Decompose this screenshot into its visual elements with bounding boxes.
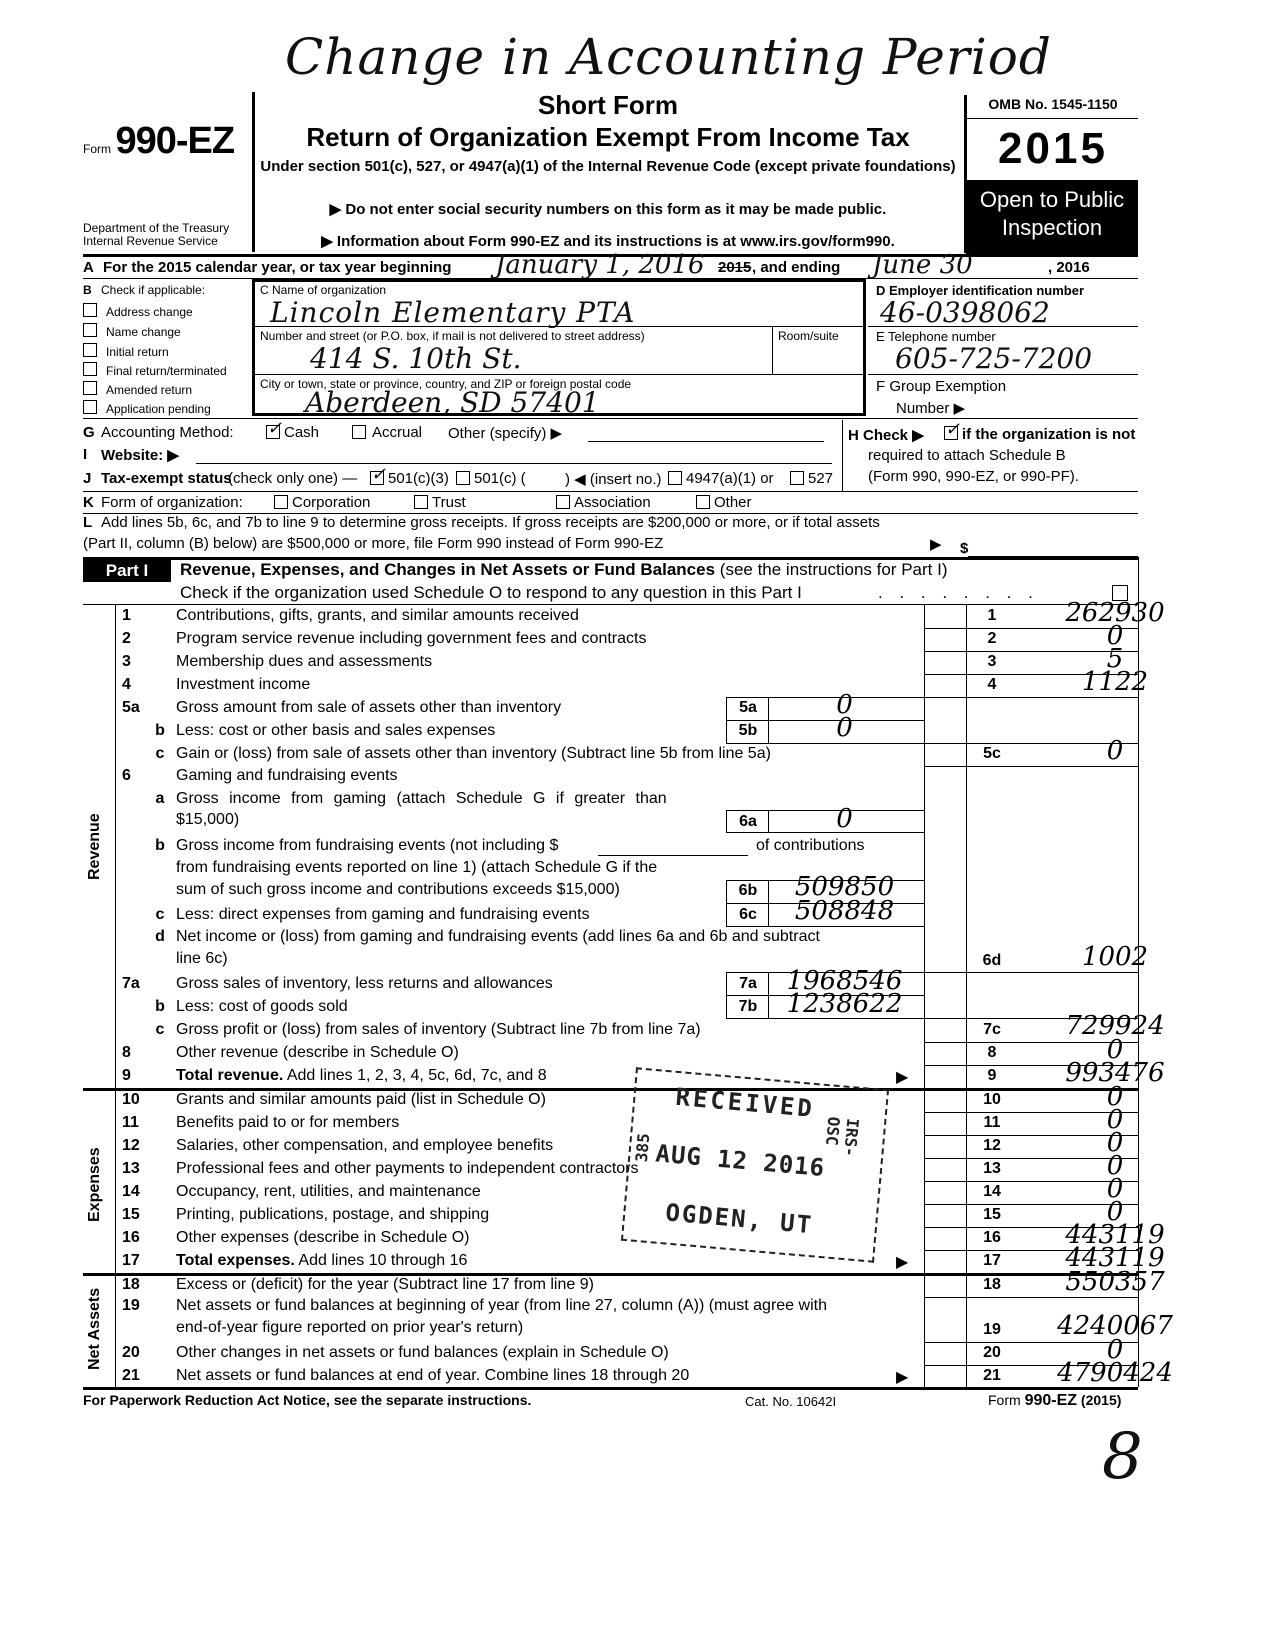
check-mark-icon: ✓ (371, 464, 387, 485)
line-7c-box: 7c (983, 1021, 1001, 1038)
line-6c-desc: Less: direct expenses from gaming and fundraising events (176, 906, 590, 923)
line-14-value[interactable]: 0 (1106, 1174, 1124, 1204)
handwritten-title: Change in Accounting Period (285, 28, 1052, 86)
line-6d-box: 6d (982, 952, 1002, 969)
city-field[interactable]: Aberdeen, SD 57401 (305, 386, 600, 419)
part1-title-tail: (see the instructions for Part I) (719, 560, 948, 579)
catalog-number: Cat. No. 10642I (745, 1394, 837, 1409)
line-6a-desc2: $15,000) (176, 811, 240, 828)
line-17-box: 17 (983, 1252, 1001, 1269)
schedule-o-text: Check if the organization used Schedule O to respond to any question in this Part I (180, 583, 802, 602)
form-number: 990-EZ (115, 120, 235, 162)
line-13-desc: Professional fees and other payments to independent contractors (176, 1160, 639, 1177)
check-mark-icon: ✓ (945, 419, 961, 440)
line-7c-desc: Gross profit or (loss) from sales of inventory (Subtract line 7b from line 7a) (176, 1021, 701, 1038)
line-6b-desc2: from fundraising events reported on line 1) (attach Schedule G if the (176, 859, 658, 876)
line-l-letter: L (83, 514, 93, 531)
section-b-letter: B (83, 283, 92, 297)
line-21-arrow-icon: ▶ (896, 1369, 909, 1386)
line-19-box: 19 (983, 1321, 1001, 1338)
line-6b-desc: Gross income from fundraising events (not including $ (176, 837, 559, 854)
corporation-label: Corporation (292, 494, 371, 511)
fundraising-contrib-field[interactable] (598, 855, 748, 856)
netassets-side-divider (115, 1275, 116, 1387)
line-7a-box: 7a (739, 975, 757, 992)
line-1-value[interactable]: 262930 (1065, 598, 1165, 628)
line-7a-desc: Gross sales of inventory, less returns and allowances (176, 975, 553, 992)
street-label: Number and street (or P.O. box, if mail is not delivered to street address) (260, 329, 645, 343)
line-5b-number: b (155, 722, 165, 739)
line-20-desc: Other changes in net assets or fund balances (explain in Schedule O) (176, 1344, 669, 1361)
line-7a-value[interactable]: 1968546 (786, 966, 903, 996)
other-org-checkbox[interactable] (696, 495, 710, 509)
line-l-text2: (Part II, column (B) below) are $500,000 or more, file Form 990 instead of Form 990-EZ (83, 535, 664, 552)
ssn-notice: ▶ Do not enter social security numbers on this form as it may be made public. (329, 201, 887, 218)
schedule-b-checkbox[interactable] (944, 419, 961, 440)
inner-6a-top (726, 810, 924, 811)
other-method-field[interactable] (588, 441, 824, 442)
line-21-box: 21 (983, 1367, 1001, 1384)
amended-return-label: Amended return (106, 383, 193, 397)
line-17-arrow-icon: ▶ (896, 1254, 909, 1271)
footer-form-label: Form (988, 1392, 1021, 1408)
line-h-text3: required to attach Schedule B (868, 447, 1066, 464)
line-5a-number: 5a (122, 699, 140, 716)
room-divider (772, 326, 773, 374)
line-7b-box: 7b (738, 998, 758, 1015)
name-change-label: Name change (106, 325, 181, 339)
line-14-number: 14 (122, 1183, 140, 1200)
omb-rule (966, 118, 1138, 119)
inner-6b-top (726, 880, 924, 881)
line-17-desc: Total expenses. (176, 1252, 295, 1269)
line-3-number: 3 (122, 653, 131, 670)
line-13-number: 13 (122, 1160, 140, 1177)
accrual-label: Accrual (372, 424, 423, 441)
short-form-label: Short Form (537, 90, 679, 120)
line-1-box: 1 (987, 607, 997, 624)
net-assets-side-label: Net Assets (86, 1287, 103, 1370)
line-7b-number: b (155, 998, 165, 1015)
line-20-number: 20 (122, 1344, 140, 1361)
tax-exempt-label: Tax-exempt status (101, 470, 232, 487)
final-return-checkbox[interactable] (83, 362, 97, 376)
stamp-location: OGDEN, UT (664, 1198, 815, 1240)
line-9-box: 9 (987, 1067, 997, 1084)
line-9-value[interactable]: 993476 (1065, 1058, 1165, 1088)
501c-checkbox[interactable] (456, 471, 470, 485)
open-public-line1: Open to Public (979, 187, 1125, 212)
line-l-text1: Add lines 5b, 6c, and 7b to line 9 to determine gross receipts. If gross receipts are $200,000 or more, or if total assets (101, 514, 880, 531)
irs-label: Internal Revenue Service (83, 234, 218, 248)
line-12-box: 12 (983, 1137, 1001, 1154)
tax-exempt-hint: (check only one) — (228, 470, 358, 487)
line-19-desc: Net assets or fund balances at beginning of year (from line 27, column (A)) (must agree with (176, 1297, 827, 1314)
ein-rule (868, 326, 1138, 327)
line-19-value[interactable]: 4240067 (1057, 1311, 1173, 1341)
line-9-arrow-icon: ▶ (896, 1069, 909, 1086)
association-checkbox[interactable] (556, 495, 570, 509)
footer-form-id (988, 1392, 1121, 1410)
address-change-label: Address change (106, 305, 193, 319)
line-6c-value[interactable]: 508848 (794, 896, 895, 926)
501c3-checkbox[interactable] (370, 464, 387, 485)
form-prefix: Form (83, 142, 111, 156)
ein-field[interactable]: 46-0398062 (880, 296, 1050, 329)
inner-5-top (726, 697, 924, 698)
line-19-desc2: end-of-year figure reported on prior year's return) (176, 1319, 524, 1336)
line-18-desc: Excess or (deficit) for the year (Subtract line 17 from line 9) (176, 1276, 594, 1293)
phone-label: E Telephone number (876, 329, 996, 344)
insert-no-label: ) ◀ (insert no.) (565, 471, 662, 488)
cash-checkbox[interactable] (266, 418, 283, 439)
line-6c-box: 6c (739, 906, 757, 923)
line-16-desc: Other expenses (describe in Schedule O) (176, 1229, 470, 1246)
tax-year-begin-field[interactable]: January 1, 2016 (495, 250, 705, 280)
line-j-letter: J (83, 470, 92, 487)
line-17-number: 17 (122, 1252, 140, 1269)
line-13-box: 13 (983, 1160, 1001, 1177)
line-11-number: 11 (122, 1114, 139, 1131)
line-4-value[interactable]: 1122 (1081, 667, 1149, 697)
line-8-number: 8 (122, 1044, 131, 1061)
trust-checkbox[interactable] (414, 495, 428, 509)
section-bcd-rule (83, 418, 1138, 419)
expenses-side-label: Expenses (86, 1147, 103, 1222)
line-16-number: 16 (122, 1229, 140, 1246)
tax-year-end-year: , 2016 (1048, 259, 1090, 276)
paperwork-notice: For Paperwork Reduction Act Notice, see the separate instructions. (83, 1392, 532, 1408)
line-6d-desc2: line 6c) (176, 950, 228, 967)
line-2-desc: Program service revenue including government fees and contracts (176, 630, 647, 647)
street-field[interactable]: 414 S. 10th St. (310, 342, 522, 375)
line-17-desc-tail: Add lines 10 through 16 (298, 1252, 468, 1269)
line-10-value[interactable]: 0 (1106, 1082, 1124, 1112)
expenses-side-divider (115, 1090, 116, 1275)
line-5b-desc: Less: cost or other basis and sales expenses (176, 722, 496, 739)
line-8-box: 8 (987, 1044, 997, 1061)
stamp-side-right: IRS-OSC (822, 1115, 863, 1158)
line-6c-rule (726, 926, 924, 927)
stamp-date: AUG 12 2016 (654, 1139, 827, 1183)
line-11-box: 11 (983, 1114, 1001, 1131)
dept-treasury: Department of the Treasury (83, 221, 230, 235)
line-10-number: 10 (122, 1091, 140, 1108)
amended-return-checkbox[interactable] (83, 381, 97, 395)
other-org-label: Other (714, 494, 752, 511)
accrual-checkbox[interactable] (352, 425, 366, 439)
line-2-value[interactable]: 0 (1106, 621, 1124, 651)
line-6a-desc: Gross income from gaming (attach Schedule G if greater than (176, 790, 667, 807)
application-pending-label: Application pending (106, 402, 211, 416)
group-exemption-label: F Group Exemption (876, 378, 1007, 395)
part1-title-block (180, 560, 947, 580)
line-10-desc: Grants and similar amounts paid (list in Schedule O) (176, 1091, 546, 1108)
application-pending-checkbox[interactable] (83, 400, 97, 414)
line-3-box: 3 (987, 653, 997, 670)
name-change-checkbox[interactable] (83, 323, 97, 337)
section-b-label: Check if applicable: (101, 283, 206, 297)
form-subtitle: Under section 501(c), 527, or 4947(a)(1) of the Internal Revenue Code (except private foundations) (260, 158, 956, 175)
line-h-text2: if the organization is not (962, 426, 1136, 443)
line-15-number: 15 (122, 1206, 140, 1223)
page-mark: 8 (1102, 1420, 1143, 1494)
form-title: Return of Organization Exempt From Income Tax (306, 122, 910, 152)
room-label: Room/suite (778, 329, 839, 343)
line-5a-value[interactable]: 0 (836, 690, 853, 720)
initial-return-checkbox[interactable] (83, 343, 97, 357)
line-h-check-label: H Check ▶ (848, 427, 924, 444)
line-15-box: 15 (983, 1206, 1001, 1223)
line-11-value[interactable]: 0 (1106, 1105, 1124, 1135)
line-20-value[interactable]: 0 (1106, 1335, 1124, 1365)
line-9-desc-tail: Add lines 1, 2, 3, 4, 5c, 6d, 7c, and 8 (286, 1067, 547, 1084)
street-rule (252, 374, 864, 375)
line-18-number: 18 (122, 1276, 140, 1293)
part1-title: Revenue, Expenses, and Changes in Net Assets or Fund Balances (180, 560, 716, 579)
initial-return-label: Initial return (106, 345, 169, 359)
line-16-value[interactable]: 443119 (1065, 1220, 1165, 1250)
tax-year: 2015 (998, 124, 1108, 173)
line-6b-desc3: sum of such gross income and contributions exceeds $15,000) (176, 881, 620, 898)
revenue-side-label: Revenue (86, 813, 103, 880)
line-5a-box: 5a (739, 699, 757, 716)
line-4-desc: Investment income (176, 676, 311, 693)
line-6b-box: 6b (738, 882, 758, 899)
phone-rule (868, 374, 1138, 375)
line-15-value[interactable]: 0 (1106, 1197, 1124, 1227)
org-name-label: C Name of organization (260, 283, 387, 297)
line-h-text4: (Form 990, 990-EZ, or 990-PF). (868, 468, 1079, 485)
line-6-number: 6 (122, 767, 131, 784)
line-g-letter: G (83, 424, 95, 441)
line-4-box: 4 (987, 676, 997, 693)
line-14-box: 14 (983, 1183, 1001, 1200)
part1-tag: Part I (83, 560, 171, 582)
part1-header-rule (83, 604, 1138, 605)
footer-form-year: (2015) (1080, 1392, 1122, 1408)
line-6c-number: c (155, 906, 165, 923)
line-4-rule (924, 697, 1138, 698)
website-field[interactable] (196, 463, 832, 464)
line-a-letter: A (83, 259, 94, 276)
line-3-value[interactable]: 5 (1106, 644, 1124, 674)
line-9-number: 9 (122, 1067, 131, 1084)
line-l-dollar: $ (960, 540, 969, 557)
line-6a-number: a (155, 790, 165, 807)
stamp-received: RECEIVED (674, 1082, 816, 1123)
line-5c-number: c (155, 745, 165, 762)
line-10-box: 10 (983, 1091, 1001, 1108)
line-j-rule (83, 491, 1138, 492)
line-19-number: 19 (122, 1297, 140, 1314)
line-12-number: 12 (122, 1137, 140, 1154)
line-6d-desc: Net income or (loss) from gaming and fundraising events (add lines 6a and 6b and subtract (176, 928, 820, 945)
line-5a-desc: Gross amount from sale of assets other than inventory (176, 699, 562, 716)
line-21-value[interactable]: 4790424 (1057, 1358, 1173, 1388)
line-3-desc: Membership dues and assessments (176, 653, 433, 670)
line-8-desc: Other revenue (describe in Schedule O) (176, 1044, 459, 1061)
inner-box-right-5 (924, 697, 925, 743)
org-name-field[interactable]: Lincoln Elementary PTA (270, 296, 636, 329)
line-17-value[interactable]: 443119 (1065, 1243, 1165, 1273)
agency-block (83, 222, 229, 248)
line-5b-box: 5b (738, 722, 758, 739)
line-4-number: 4 (122, 676, 131, 693)
line-1-number: 1 (122, 607, 131, 624)
line-7a-number: 7a (122, 975, 140, 992)
501c3-label: 501(c)(3) (388, 470, 449, 487)
form-of-org-label: Form of organization: (101, 494, 243, 511)
address-change-checkbox[interactable] (83, 303, 97, 317)
line-21-desc: Net assets or fund balances at end of year. Combine lines 18 through 20 (176, 1367, 690, 1384)
line-21-number: 21 (122, 1367, 140, 1384)
struck-year: 2015 (718, 259, 752, 276)
group-number-label: Number ▶ (896, 400, 966, 417)
line-14-desc: Occupancy, rent, utilities, and maintenance (176, 1183, 481, 1200)
line-g-label: Accounting Method: (101, 424, 234, 441)
line-18-value[interactable]: 550357 (1065, 1267, 1165, 1297)
check-mark-icon: ✓ (267, 418, 283, 439)
footer-form-number: 990-EZ (1024, 1392, 1078, 1409)
line-a-label: For the 2015 calendar year, or tax year beginning (103, 259, 452, 276)
line-5c-rule (924, 766, 1138, 767)
schedule-o-leader: . . . . . . . . (878, 583, 1039, 602)
received-stamp (621, 1067, 889, 1262)
line-9-desc-block (176, 1067, 547, 1085)
line-5c-value[interactable]: 0 (1106, 736, 1124, 766)
tax-year-end-field[interactable]: June 30 (872, 250, 973, 280)
line-7c-value[interactable]: 729924 (1065, 1011, 1165, 1041)
part1-bottom-rule (83, 1387, 1138, 1390)
other-method-label: Other (specify) ▶ (448, 425, 563, 442)
revenue-side-divider (115, 604, 116, 1090)
line-6b-number: b (155, 837, 165, 854)
open-public-line2: Inspection (1001, 215, 1103, 240)
line-5c-desc: Gain or (loss) from sale of assets other than inventory (Subtract line 5b from line 5a) (176, 745, 771, 762)
omb-number: OMB No. 1545-1150 (988, 96, 1118, 112)
line-13-value[interactable]: 0 (1106, 1151, 1124, 1181)
line-h-divider (842, 420, 843, 492)
ein-label: D Employer identification number (876, 283, 1085, 298)
line-l-arrow: ▶ (930, 536, 942, 553)
4947-label: 4947(a)(1) or (686, 470, 774, 487)
line-6b-desc-tail: of contributions (756, 837, 865, 854)
line-6d-rule (924, 972, 1138, 973)
line-15-desc: Printing, publications, postage, and shipping (176, 1206, 490, 1223)
form-id-block (83, 120, 234, 163)
line-18-box: 18 (983, 1276, 1001, 1293)
line-16-box: 16 (983, 1229, 1001, 1246)
line-7b-value[interactable]: 1238622 (786, 989, 903, 1019)
line-7c-number: c (155, 1021, 165, 1038)
website-label: Website: ▶ (101, 447, 179, 464)
527-label: 527 (808, 470, 834, 487)
line-i-letter: I (83, 446, 88, 463)
line-8-value[interactable]: 0 (1106, 1035, 1124, 1065)
line-6a-rule (726, 832, 924, 833)
line-20-box: 20 (983, 1344, 1001, 1361)
line-a-ending-label: , and ending (752, 259, 841, 276)
box-col-right (966, 604, 967, 1387)
line-5b-value[interactable]: 0 (836, 713, 853, 743)
line-5c-box: 5c (983, 745, 1001, 762)
line-6d-number: d (155, 928, 165, 945)
stamp-side-left: 385 (631, 1132, 654, 1163)
line-6-desc: Gaming and fundraising events (176, 767, 398, 784)
line-6a-box: 6a (739, 813, 757, 830)
line-6b-value[interactable]: 509850 (794, 872, 895, 902)
phone-field[interactable]: 605-725-7200 (895, 342, 1093, 375)
line-12-desc: Salaries, other compensation, and employee benefits (176, 1137, 554, 1154)
4947-checkbox[interactable] (668, 471, 682, 485)
city-label: City or town, state or province, country, and ZIP or foreign postal code (260, 377, 632, 391)
open-to-public-badge (966, 180, 1138, 254)
527-checkbox[interactable] (790, 471, 804, 485)
line-6d-value[interactable]: 1002 (1081, 942, 1149, 972)
cash-label: Cash (284, 424, 320, 441)
line-11-desc: Benefits paid to or for members (176, 1114, 400, 1131)
corporation-checkbox[interactable] (274, 495, 288, 509)
association-label: Association (574, 494, 651, 511)
line-12-value[interactable]: 0 (1106, 1128, 1124, 1158)
line-2-number: 2 (122, 630, 131, 647)
line-2-box: 2 (987, 630, 997, 647)
line-18-rule (924, 1297, 1138, 1298)
info-notice: ▶ Information about Form 990-EZ and its instructions is at www.irs.gov/form990. (321, 233, 895, 250)
trust-label: Trust (432, 494, 466, 511)
line-1-desc: Contributions, gifts, grants, and similar amounts received (176, 607, 579, 624)
final-return-label: Final return/terminated (106, 364, 227, 378)
line-9-desc: Total revenue. (176, 1067, 284, 1084)
line-17-desc-block (176, 1252, 467, 1270)
line-7b-desc: Less: cost of goods sold (176, 998, 348, 1015)
line-6a-value[interactable]: 0 (836, 804, 853, 834)
501c-label: 501(c) ( (474, 470, 526, 487)
inner-7-top (726, 972, 924, 973)
line-k-letter: K (83, 494, 94, 511)
